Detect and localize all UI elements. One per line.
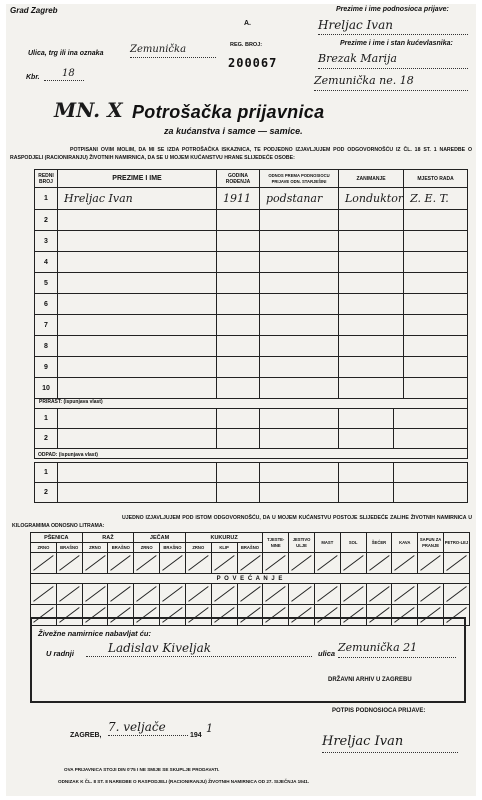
birth-year[interactable] <box>217 336 260 357</box>
workplace[interactable] <box>404 210 468 231</box>
birth-year[interactable] <box>217 294 260 315</box>
col-header-number: REDNI BROJ <box>35 170 58 188</box>
removals-cell[interactable] <box>58 463 217 483</box>
relation-to-applicant[interactable] <box>260 210 339 231</box>
stock-value-cell[interactable] <box>211 553 237 574</box>
occupation[interactable] <box>339 378 404 399</box>
row-number: 6 <box>35 294 58 315</box>
member-name[interactable] <box>58 294 217 315</box>
member-name[interactable] <box>58 357 217 378</box>
food-stock-table <box>30 532 470 626</box>
stock-value-cell[interactable] <box>444 584 470 605</box>
consumer-registration-form <box>6 4 476 796</box>
birth-year[interactable] <box>217 315 260 336</box>
table-row <box>35 252 468 273</box>
member-name[interactable] <box>58 210 217 231</box>
stock-value-cell[interactable] <box>418 553 444 574</box>
landlord-label: Prezime i ime i stan kućevlasnika: <box>340 40 453 47</box>
strike-mark <box>186 584 211 604</box>
stock-value-cell[interactable] <box>263 553 289 574</box>
shop-street-field[interactable]: Zemunička 21 <box>338 641 456 658</box>
col-header-occupation: ZANIMANJE <box>339 170 404 188</box>
strike-mark <box>31 553 56 573</box>
additions-row <box>35 429 468 449</box>
stock-value-cell[interactable] <box>237 553 263 574</box>
stock-value-cell[interactable] <box>82 584 108 605</box>
reg-number: 200067 <box>228 56 278 70</box>
workplace[interactable] <box>404 357 468 378</box>
stock-value-cell[interactable] <box>289 553 315 574</box>
table-row <box>35 273 468 294</box>
strike-mark <box>134 584 159 604</box>
removals-cell[interactable] <box>58 483 217 503</box>
table-row <box>35 336 468 357</box>
stock-value-cell[interactable] <box>366 553 392 574</box>
handwritten-stamp: MN. X <box>54 98 123 122</box>
strike-mark <box>212 553 237 573</box>
strike-mark <box>341 553 366 573</box>
shop-field[interactable]: Ladislav Kiveljak <box>86 641 312 657</box>
table-header-row <box>35 170 468 188</box>
stock-group-1: RAŽ <box>82 533 134 543</box>
strike-mark <box>315 584 340 604</box>
stock-item-header: TJESTE-NINE <box>263 533 289 553</box>
strike-mark <box>31 584 56 604</box>
strike-mark <box>263 553 288 573</box>
stock-value-cell[interactable] <box>185 553 211 574</box>
row-number: 1 <box>35 188 58 210</box>
row-number: 7 <box>35 315 58 336</box>
strike-mark <box>83 584 108 604</box>
date-field[interactable]: 7. veljače <box>108 720 188 736</box>
member-name[interactable] <box>58 273 217 294</box>
stock-item-header: PETRO-LEJ <box>444 533 470 553</box>
workplace[interactable]: Z. E. T. <box>404 188 468 210</box>
additions-row <box>35 409 468 429</box>
strike-mark <box>160 584 185 604</box>
increase-label: P O V E Ć A N J E <box>31 574 470 584</box>
strike-mark <box>367 584 392 604</box>
removals-cell[interactable] <box>217 483 260 503</box>
birth-year[interactable] <box>217 252 260 273</box>
stock-value-cell[interactable] <box>444 553 470 574</box>
stock-value-cell[interactable] <box>56 584 82 605</box>
year-digit[interactable]: 1 <box>206 722 213 735</box>
member-name[interactable]: Hreljac Ivan <box>58 188 217 210</box>
strike-mark <box>392 584 417 604</box>
stock-value-cell[interactable] <box>366 584 392 605</box>
stock-item-header: KAVA <box>392 533 418 553</box>
additions-cell[interactable] <box>339 409 394 429</box>
birth-year[interactable] <box>217 273 260 294</box>
stock-value-cell[interactable] <box>392 584 418 605</box>
stock-item-header: ŠEĆER <box>366 533 392 553</box>
row-number: 4 <box>35 252 58 273</box>
stock-group-3: KUKURUZ <box>185 533 262 543</box>
signature[interactable]: Hreljac Ivan <box>322 734 458 753</box>
additions-cell[interactable] <box>217 409 260 429</box>
workplace[interactable] <box>404 336 468 357</box>
col-header-workplace: MJESTO RADA <box>404 170 468 188</box>
member-name[interactable] <box>58 252 217 273</box>
strike-mark <box>134 553 159 573</box>
row-number: 5 <box>35 273 58 294</box>
workplace[interactable] <box>404 273 468 294</box>
stock-value-cell[interactable] <box>340 584 366 605</box>
row-number: 3 <box>35 231 58 252</box>
relation-to-applicant[interactable] <box>260 315 339 336</box>
stock-value-cell[interactable] <box>82 553 108 574</box>
removals-row <box>35 483 468 503</box>
house-number-label: Kbr. <box>26 74 40 81</box>
strike-mark <box>444 553 469 573</box>
col-header-name: PREZIME I IME <box>58 170 217 188</box>
stock-subheader: BRAŠNO <box>56 543 82 553</box>
strike-mark <box>57 584 82 604</box>
stock-value-cell[interactable] <box>314 584 340 605</box>
stock-subheader: ZRNO <box>31 543 57 553</box>
table-row <box>35 315 468 336</box>
strike-mark <box>238 553 263 573</box>
section-letter: A. <box>244 20 251 27</box>
stock-group-header-row <box>31 533 470 543</box>
price-note: OVA PRIJAVNICA STOJI DIN 0'75 I NE SMIJE SE SKUPLJE PRODAVATI. <box>64 767 220 772</box>
table-row <box>35 294 468 315</box>
occupation[interactable] <box>339 336 404 357</box>
landlord-field[interactable]: Brezak Marija <box>318 52 468 69</box>
stock-subheader: ZRNO <box>185 543 211 553</box>
member-name[interactable] <box>58 315 217 336</box>
birth-year[interactable] <box>217 210 260 231</box>
street-field[interactable]: Zemunička <box>130 44 216 58</box>
stock-value-cell[interactable] <box>211 584 237 605</box>
strike-mark <box>418 584 443 604</box>
birth-year[interactable] <box>217 231 260 252</box>
relation-to-applicant[interactable] <box>260 294 339 315</box>
relation-to-applicant[interactable] <box>260 252 339 273</box>
relation-to-applicant[interactable]: podstanar <box>260 188 339 210</box>
strike-mark <box>160 553 185 573</box>
strike-mark <box>212 584 237 604</box>
increase-header-row <box>31 574 470 584</box>
table-row <box>35 231 468 252</box>
additions-cell[interactable] <box>339 429 394 449</box>
strike-mark <box>289 553 314 573</box>
birth-year[interactable] <box>217 378 260 399</box>
removals-cell[interactable] <box>260 463 339 483</box>
occupation[interactable] <box>339 210 404 231</box>
relation-to-applicant[interactable] <box>260 357 339 378</box>
removals-cell[interactable] <box>260 483 339 503</box>
workplace[interactable] <box>404 378 468 399</box>
removals-header <box>34 450 468 460</box>
stock-values-row <box>31 553 470 574</box>
street-label: Ulica, trg ili ina oznaka <box>28 50 104 57</box>
stock-subheader: ZRNO <box>82 543 108 553</box>
signature-label: POTPIS PODNOSIOCA PRIJAVE: <box>332 708 426 714</box>
shop-street-label: ulica <box>318 649 336 658</box>
stock-value-cell[interactable] <box>237 584 263 605</box>
additions-cell[interactable] <box>394 409 468 429</box>
member-name[interactable] <box>58 336 217 357</box>
stock-value-cell[interactable] <box>134 584 160 605</box>
additions-table <box>34 408 468 449</box>
additions-cell[interactable] <box>260 409 339 429</box>
stock-value-cell[interactable] <box>185 584 211 605</box>
col-header-relation: ODNOS PREMA PODNOSIOCU PRIJAVE ODN. STARJEŠINI <box>260 170 339 188</box>
archive-stamp: DRŽAVNI ARHIV U ZAGREBU <box>328 677 412 683</box>
year-prefix: 194 <box>190 732 202 739</box>
table-row <box>35 188 468 210</box>
stock-item-header: MAST <box>314 533 340 553</box>
additions-row-number: 2 <box>35 429 58 449</box>
form-title: Potrošačka prijavnica <box>132 102 325 122</box>
removals-cell[interactable] <box>217 463 260 483</box>
supply-box <box>30 617 466 703</box>
table-row <box>35 357 468 378</box>
shop-label: U radnji <box>46 649 74 658</box>
additions-cell[interactable] <box>58 409 217 429</box>
stock-subheader: BRAŠNO <box>237 543 263 553</box>
removals-cell[interactable] <box>394 463 468 483</box>
applicant-label: Prezime i ime podnosioca prijave: <box>336 6 449 13</box>
birth-year[interactable]: 1911 <box>217 188 260 210</box>
col-header-year: GODINA ROĐENJA <box>217 170 260 188</box>
stock-subheader: KLIP <box>211 543 237 553</box>
stock-value-cell[interactable] <box>31 553 57 574</box>
strike-mark <box>418 553 443 573</box>
stock-item-header: SOL <box>340 533 366 553</box>
stock-value-cell[interactable] <box>392 553 418 574</box>
table-row <box>35 378 468 399</box>
occupation[interactable] <box>339 273 404 294</box>
row-number: 9 <box>35 357 58 378</box>
table-row <box>35 210 468 231</box>
stock-value-cell[interactable] <box>160 584 186 605</box>
landlord-address-field[interactable]: Zemunička ne. 18 <box>314 74 468 91</box>
relation-to-applicant[interactable] <box>260 336 339 357</box>
house-number-field[interactable]: 18 <box>44 68 84 81</box>
removals-cell[interactable] <box>394 483 468 503</box>
removals-label: ODPAD: (ispunjava vlast) <box>38 452 98 458</box>
stock-value-cell[interactable] <box>160 553 186 574</box>
strike-mark <box>57 553 82 573</box>
removals-table <box>34 462 468 503</box>
stock-value-cell[interactable] <box>31 584 57 605</box>
occupation[interactable] <box>339 315 404 336</box>
occupation[interactable] <box>339 231 404 252</box>
stock-group-2: JEČAM <box>134 533 186 543</box>
member-name[interactable] <box>58 378 217 399</box>
row-number: 10 <box>35 378 58 399</box>
stock-value-cell[interactable] <box>108 553 134 574</box>
additions-cell[interactable] <box>260 429 339 449</box>
additions-cell[interactable] <box>217 429 260 449</box>
applicant-field[interactable]: Hreljac Ivan <box>318 18 468 35</box>
form-subtitle: za kućanstva i samce — samice. <box>164 126 303 136</box>
workplace[interactable] <box>404 294 468 315</box>
stock-subheader: BRAŠNO <box>160 543 186 553</box>
removals-row-number: 1 <box>35 463 58 483</box>
stock-value-cell[interactable] <box>56 553 82 574</box>
intro-statement: POTPISANI OVIM MOLIM, DA MI SE IZDA POTROŠAČKA ISKAZNICA, TE PODJEDNO IZJAVLJUJEM POD ODGOVORNOŠĆU IZ ČL. 18 ST. 1 NAREDBE O RASPODJELI (RACIONIRANJU) ŽIVOTNIH NAMIRNICA, DA SE U MOJEM KUĆANSTVU HRANE SLIJEDEĆE OSOBE: <box>10 147 472 161</box>
stock-value-cell[interactable] <box>289 584 315 605</box>
increase-values-row-1 <box>31 584 470 605</box>
strike-mark <box>238 584 263 604</box>
strike-mark <box>263 584 288 604</box>
member-name[interactable] <box>58 231 217 252</box>
relation-to-applicant[interactable] <box>260 378 339 399</box>
occupation[interactable] <box>339 357 404 378</box>
relation-to-applicant[interactable] <box>260 273 339 294</box>
strike-mark <box>108 553 133 573</box>
strike-mark <box>108 584 133 604</box>
additions-cell[interactable] <box>394 429 468 449</box>
removals-cell[interactable] <box>339 463 394 483</box>
additions-row-number: 1 <box>35 409 58 429</box>
stock-subheader: ZRNO <box>134 543 160 553</box>
strike-mark <box>289 584 314 604</box>
stock-value-cell[interactable] <box>340 553 366 574</box>
stock-item-header: JESTIVO ULJE <box>289 533 315 553</box>
stock-value-cell[interactable] <box>418 584 444 605</box>
strike-mark <box>392 553 417 573</box>
strike-mark <box>315 553 340 573</box>
household-members-table <box>34 169 468 399</box>
strike-mark <box>83 553 108 573</box>
strike-mark <box>186 553 211 573</box>
strike-mark <box>367 553 392 573</box>
workplace[interactable] <box>404 252 468 273</box>
occupation[interactable]: Londuktor <box>339 188 404 210</box>
additions-cell[interactable] <box>58 429 217 449</box>
strike-mark <box>341 584 366 604</box>
stock-group-0: PŠENICA <box>31 533 83 543</box>
stock-statement: UJEDNO IZJAVLJUJEM POD ISTOM ODGOVORNOŠĆU, DA U MOJEM KUĆANSTVU POSTOJE SLIJEDEĆE ZALIHE ŽIVOTNIH NAMIRNICA U KILOGRAMIMA ODNOSNO LITRAMA: <box>12 515 472 529</box>
strike-mark <box>444 584 469 604</box>
row-number: 8 <box>35 336 58 357</box>
birth-year[interactable] <box>217 357 260 378</box>
removals-cell[interactable] <box>339 483 394 503</box>
regulation-note: ODNIZAK K ČL. 8 ST. 8 NAREDBE O RASPODJELI (RACIONIRANJU) ŽIVOTNIH NAMIRNICA OD 27. SIJEČNJA 1941. <box>58 779 310 784</box>
reg-number-label: REG. BROJ: <box>230 42 263 48</box>
workplace[interactable] <box>404 231 468 252</box>
occupation[interactable] <box>339 294 404 315</box>
stock-value-cell[interactable] <box>108 584 134 605</box>
supply-label: Živežne namirnice nabavljat ću: <box>38 629 151 638</box>
city-label: Grad Zagreb <box>10 6 58 15</box>
workplace[interactable] <box>404 315 468 336</box>
row-number: 2 <box>35 210 58 231</box>
occupation[interactable] <box>339 252 404 273</box>
stock-item-header: SAPUN ZA PRANJE <box>418 533 444 553</box>
relation-to-applicant[interactable] <box>260 231 339 252</box>
removals-row-number: 2 <box>35 483 58 503</box>
stock-value-cell[interactable] <box>134 553 160 574</box>
additions-label: PRIRAST: (ispunjava vlast) <box>39 399 103 405</box>
stock-subheader: BRAŠNO <box>108 543 134 553</box>
stock-value-cell[interactable] <box>263 584 289 605</box>
removals-row <box>35 463 468 483</box>
place-label: ZAGREB, <box>70 732 102 739</box>
stock-value-cell[interactable] <box>314 553 340 574</box>
